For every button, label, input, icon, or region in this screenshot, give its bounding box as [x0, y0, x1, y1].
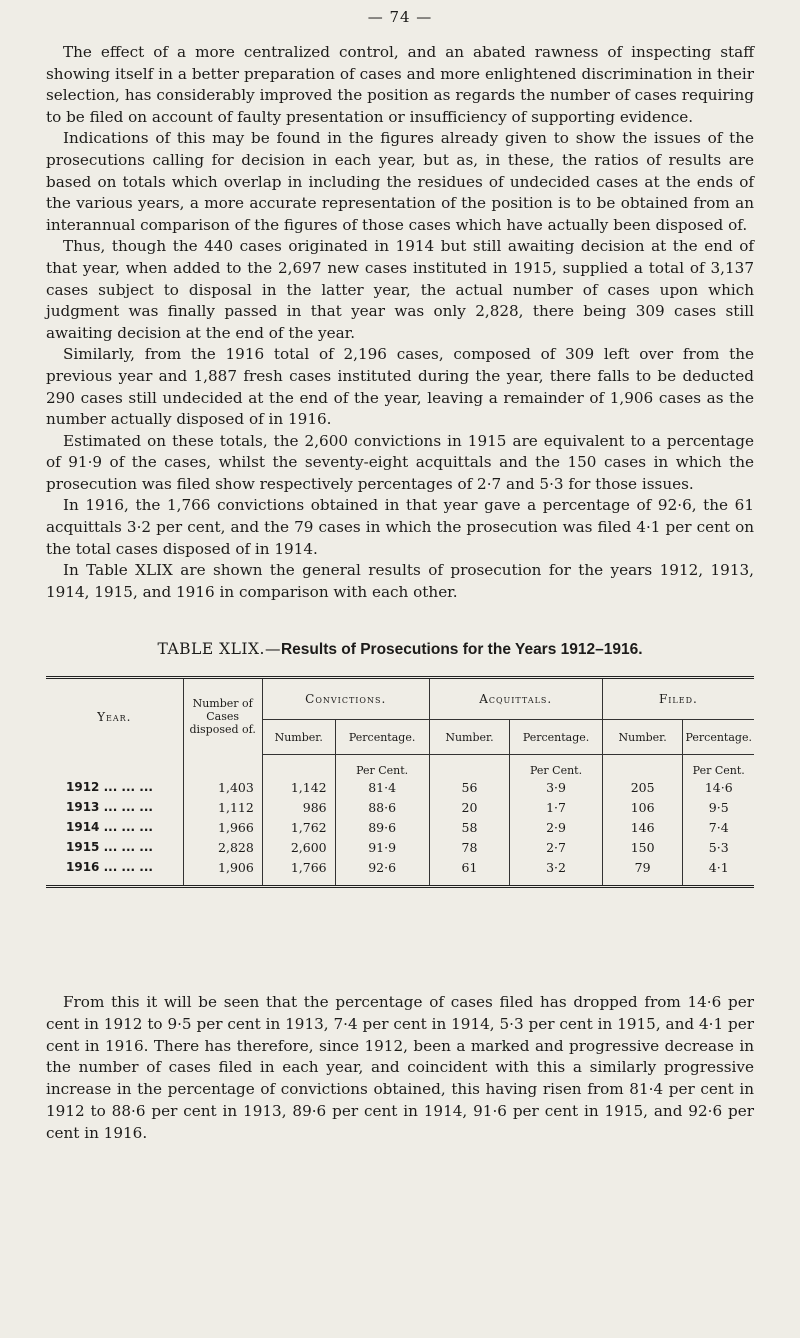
filed-num-cell: 205	[602, 777, 683, 797]
paragraph: Estimated on these totals, the 2,600 convictions in 1915 are equivalent to a percentage of 91·9 of the cases, whilst the seventy-eight acquittals and the 150 cases in which the prosecution was filed show respectively percentages of 2·7 and 5·3 for those issues.	[46, 431, 754, 493]
year-cell: 1914 ... ... ...	[66, 820, 153, 834]
filed-pct-cell: 4·1	[683, 857, 754, 885]
conv-num-cell: 1,762	[262, 817, 335, 837]
table-row	[46, 817, 754, 837]
filed-num-cell: 79	[602, 857, 683, 885]
filed-pct-cell: 5·3	[683, 837, 754, 857]
conv-pct-cell: 89·6	[335, 817, 429, 837]
conv-num-cell: 2,600	[262, 837, 335, 857]
acq-pct-cell: 3·2	[510, 857, 602, 885]
body-text-bottom	[46, 992, 754, 1145]
conv-pct-cell: 88·6	[335, 797, 429, 817]
body-text-top	[46, 42, 754, 603]
cases-cell: 1,906	[183, 857, 262, 885]
header-row-top	[46, 679, 754, 720]
table-row	[46, 797, 754, 817]
acq-number-header: Number.	[429, 720, 510, 755]
cases-header: Number of Cases disposed of.	[183, 679, 262, 755]
paragraph: In 1916, the 1,766 convictions obtained in that year gave a percentage of 92·6, the 61 acquittals 3·2 per cent, and the 79 cases in which the prosecution was filed 4·1 per cent on the total cases disposed of in 1914.	[46, 496, 754, 558]
year-cell: 1915 ... ... ...	[66, 840, 153, 854]
paragraph: In Table XLIX are shown the general results of prosecution for the years 1912, 1913, 1914, 1915, and 1916 in comparison with each other.	[46, 561, 754, 601]
results-table	[46, 679, 754, 885]
conv-num-cell: 1,766	[262, 857, 335, 885]
table-row	[46, 777, 754, 797]
acquittals-header: Acquittals.	[429, 679, 602, 720]
filed-percentage-header: Percentage.	[683, 720, 754, 755]
acq-pct-cell: 2·9	[510, 817, 602, 837]
acq-percentage-header: Percentage.	[510, 720, 602, 755]
acq-unit: Per Cent.	[510, 755, 602, 778]
filed-pct-cell: 9·5	[683, 797, 754, 817]
acq-num-cell: 20	[429, 797, 510, 817]
page-number: — 74 —	[367, 8, 433, 26]
filed-pct-cell: 7·4	[683, 817, 754, 837]
conv-number-header: Number.	[262, 720, 335, 755]
year-cell: 1912 ... ... ...	[66, 780, 153, 794]
filed-pct-cell: 14·6	[683, 777, 754, 797]
results-table-wrapper	[46, 676, 754, 888]
year-header: Year.	[97, 709, 132, 724]
acq-num-cell: 56	[429, 777, 510, 797]
acq-pct-cell: 2·7	[510, 837, 602, 857]
table-title	[0, 640, 800, 659]
paragraph: From this it will be seen that the percentage of cases filed has dropped from 14·6 per cent in 1912 to 9·5 per cent in 1913, 7·4 per cent in 1914, 5·3 per cent in 1915, and 4·1 per cent in 1916. There has therefore, since 1912, been a marked and progressive decrease in the number of cases filed in each year, and coincident with this a similarly progressive increase in the percentage of convictions obtained, this having risen from 81·4 per cent in 1912 to 88·6 per cent in 1913, 89·6 per cent in 1914, 91·6 per cent in 1915, and 92·6 per cent in 1916.	[46, 993, 754, 1142]
acq-num-cell: 78	[429, 837, 510, 857]
filed-unit: Per Cent.	[683, 755, 754, 778]
table-title-prefix: TABLE XLIX.—	[157, 640, 281, 658]
cases-cell: 1,403	[183, 777, 262, 797]
paragraph: The effect of a more centralized control, and an abated rawness of inspecting staff showing itself in a better preparation of cases and more enlightened discrimination in their selection, has considerably improved the position as regards the number of cases requiring to be filed on account of faulty presentation or insufficiency of supporting evidence.	[46, 43, 754, 126]
year-cell: 1916 ... ... ...	[66, 860, 153, 874]
table-title-main: Results of Prosecutions for the Years 1912–1916.	[280, 641, 643, 658]
acq-pct-cell: 3·9	[510, 777, 602, 797]
filed-num-cell: 106	[602, 797, 683, 817]
convictions-header: Convictions.	[262, 679, 429, 720]
table-bottom-rule	[46, 885, 754, 888]
conv-pct-cell: 92·6	[335, 857, 429, 885]
paragraph: Indications of this may be found in the figures already given to show the issues of the prosecutions calling for decision in each year, but as, in these, the ratios of results are based on totals which overlap in including the residues of undecided cases at the ends of the various years, a more accurate representation of the position is to be obtained from an interannual comparison of the figures of those cases which have actually been disposed of.	[46, 129, 754, 234]
year-cell: 1913 ... ... ...	[66, 800, 153, 814]
filed-num-cell: 146	[602, 817, 683, 837]
conv-unit: Per Cent.	[335, 755, 429, 778]
acq-num-cell: 61	[429, 857, 510, 885]
cases-cell: 2,828	[183, 837, 262, 857]
acq-pct-cell: 1·7	[510, 797, 602, 817]
acq-num-cell: 58	[429, 817, 510, 837]
conv-num-cell: 1,142	[262, 777, 335, 797]
paragraph: Similarly, from the 1916 total of 2,196 cases, composed of 309 left over from the previous year and 1,887 fresh cases instituted during the year, there falls to be deducted 290 cases still undecided at the end of the year, leaving a remainder of 1,906 cases as the number actually disposed of in 1916.	[46, 345, 754, 429]
cases-cell: 1,112	[183, 797, 262, 817]
conv-pct-cell: 91·9	[335, 837, 429, 857]
conv-num-cell: 986	[262, 797, 335, 817]
paragraph: Thus, though the 440 cases originated in 1914 but still awaiting decision at the end of that year, when added to the 2,697 new cases instituted in 1915, supplied a total of 3,137 cases subject to disposal in the latter year, the actual number of cases upon which judgment was finally passed in that year was only 2,828, there being 309 cases still awaiting decision at the end of the year.	[46, 237, 754, 342]
conv-pct-cell: 81·4	[335, 777, 429, 797]
filed-header: Filed.	[602, 679, 754, 720]
filed-num-cell: 150	[602, 837, 683, 857]
cases-cell: 1,966	[183, 817, 262, 837]
unit-row	[46, 755, 754, 778]
filed-number-header: Number.	[602, 720, 683, 755]
table-row	[46, 837, 754, 857]
conv-percentage-header: Percentage.	[335, 720, 429, 755]
table-row	[46, 857, 754, 885]
